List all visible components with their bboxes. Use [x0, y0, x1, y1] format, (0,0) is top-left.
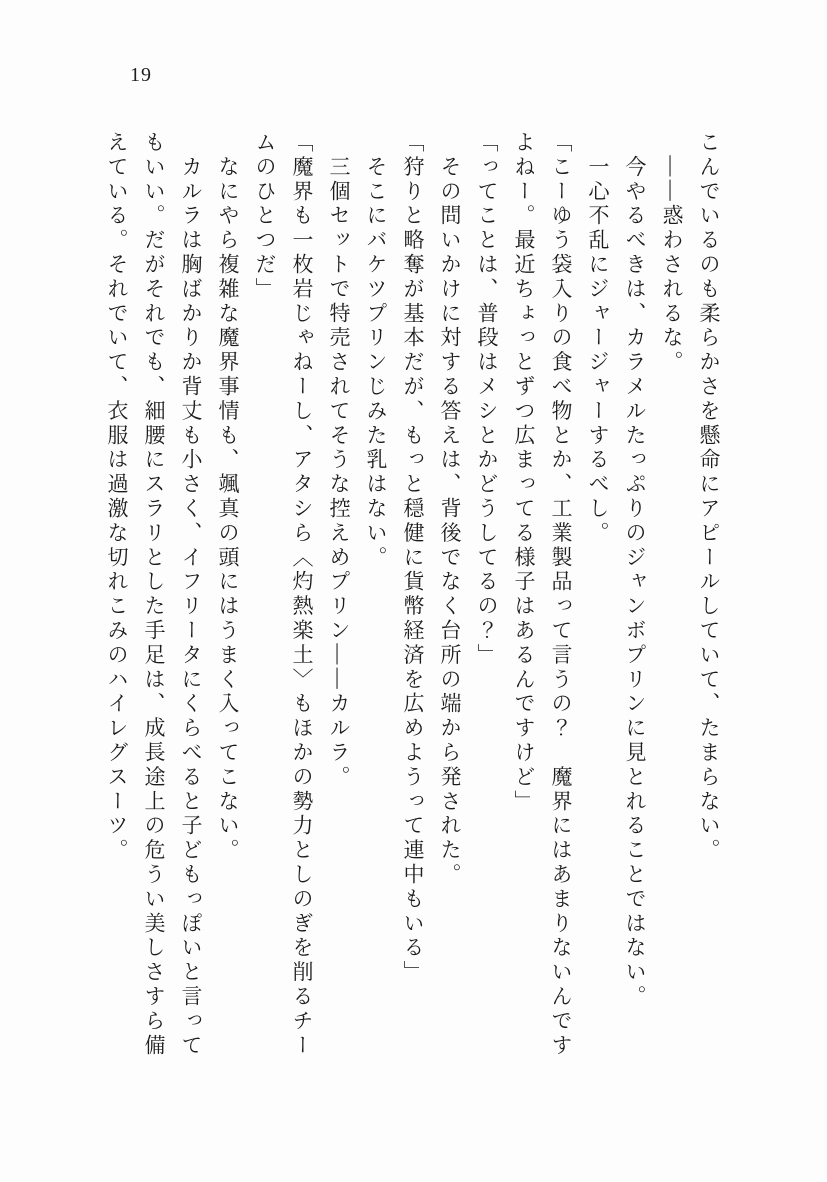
text-line-01: こんでいるのも柔らかさを懸命にアピールしていて、たまらない。	[697, 131, 721, 863]
text-line-07: 「ってことは、普段はメシとかどうしてるの？」	[475, 131, 499, 668]
text-line-16: もいい。だがそれでも、細腰にスラリとした手足は、成長途上の危うい美しさすら備	[142, 131, 166, 1059]
text-line-05: 「こーゆう袋入りの食べ物とか、工業製品って言うの？ 魔界にはあまりないんです	[549, 131, 573, 1059]
text-line-04: 一心不乱にジャージャーするべし。	[586, 131, 610, 546]
text-line-02: ——惑わされるな。	[660, 131, 684, 375]
text-line-13: ムのひとつだ」	[253, 131, 277, 302]
text-line-03: 今やるべきは、カラメルたっぷりのジャンボプリンに見とれることではない。	[623, 131, 647, 1010]
page-number: 19	[130, 64, 152, 86]
text-line-06: よねー。最近ちょっとずつ広まってる様子はあるんですけど」	[512, 131, 536, 815]
text-line-09: 「狩りと略奪が基本だが、もっと穏健に貨幣経済を広めようって連中もいる」	[401, 131, 425, 985]
text-line-10: そこにバケツプリンじみた乳はない。	[364, 131, 388, 571]
text-line-14: なにやら複雑な魔界事情も、颯真の頭にはうまく入ってこない。	[216, 131, 240, 863]
text-block	[98, 131, 727, 1069]
text-line-15: カルラは胸ばかりか背丈も小さく、イフリータにくらべると子どもっぽいと言って	[179, 131, 203, 1059]
text-line-11: 三個セットで特売されてそうな控えめプリン——カルラ。	[327, 131, 351, 790]
text-line-17: えている。それでいて、衣服は過激な切れこみのハイレグスーツ。	[105, 131, 129, 863]
text-line-12: 「魔界も一枚岩じゃねーし、アタシら〈灼熱楽土〉もほかの勢力としのぎを削るチー	[290, 131, 314, 1059]
text-line-08: その問いかけに対する答えは、背後でなく台所の端から発された。	[438, 131, 462, 888]
